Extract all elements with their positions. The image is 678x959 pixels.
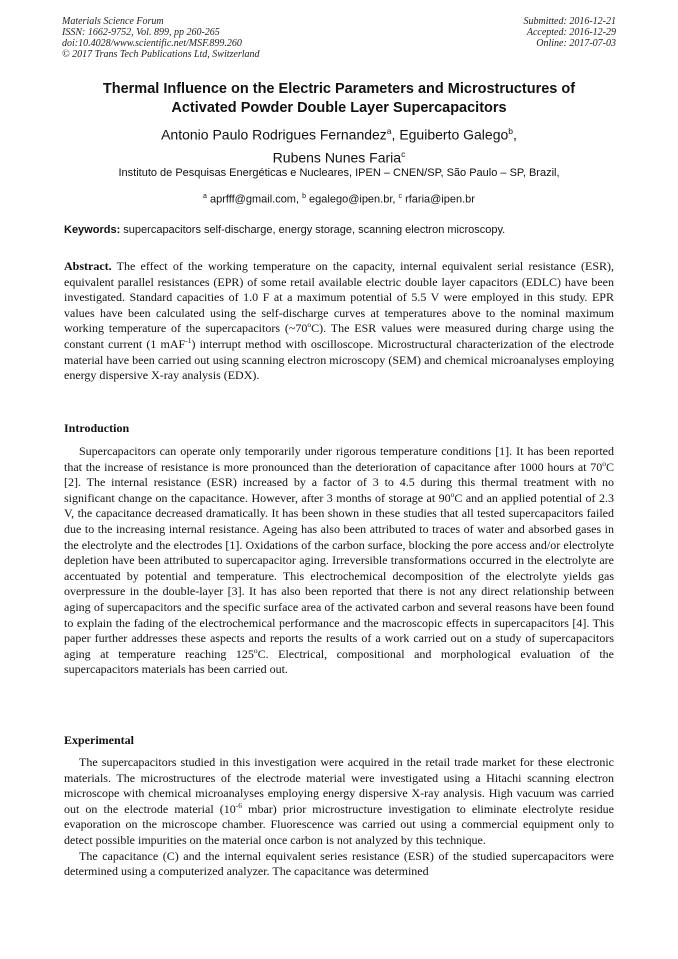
submitted-date: Submitted: 2016-12-21 bbox=[523, 16, 616, 27]
accepted-date: Accepted: 2016-12-29 bbox=[526, 27, 616, 38]
degree-marker: o bbox=[602, 458, 606, 468]
abstract-text: The effect of the working temperature on the capacity, internal equivalent serial resistance (ESR), equivalent parallel resistances (EPR) of some retail available electric double layer capacitors (EDLC) have been investigated. Standard capacities of 1.0 F at a maximum potential of 5.5 V were employed in this study. EPR values have been calculated using the self-discharge curves at temperatures above to the nominal maximum working temperature of the supercapacitors (~70 bbox=[64, 259, 614, 336]
abstract bbox=[64, 259, 614, 384]
pressure-exponent: -6 bbox=[235, 800, 243, 810]
email-marker: b bbox=[302, 193, 306, 200]
author-name: Rubens Nunes Faria bbox=[272, 149, 402, 166]
online-date: Online: 2017-07-03 bbox=[536, 38, 616, 49]
section-heading-introduction: Introduction bbox=[64, 421, 130, 435]
affiliation: Instituto de Pesquisas Energéticas e Nucleares, IPEN – CNEN/SP, São Paulo – SP, Brazil, bbox=[118, 167, 560, 179]
keywords-text: supercapacitors self-discharge, energy storage, scanning electron microscopy. bbox=[120, 224, 506, 236]
author-separator: , bbox=[513, 126, 517, 143]
publication-dates bbox=[524, 16, 617, 49]
author-marker: b bbox=[508, 126, 514, 136]
intro-text: C [2]. The internal resistance (ESR) increased by a factor of 3 to 4.5 during this thermal treatment with no significant change on the capacitance. However, after 3 months of storage at 90 bbox=[64, 459, 614, 505]
section-heading-experimental: Experimental bbox=[64, 733, 134, 747]
abstract-text: C). The ESR values were measured during charge using the constant current (1 mAF bbox=[64, 321, 614, 351]
email-link[interactable]: rfaria@ipen.br bbox=[402, 193, 475, 206]
author-name: Antonio Paulo Rodrigues Fernandez bbox=[161, 126, 387, 143]
degree-marker: o bbox=[450, 489, 455, 499]
author-emails bbox=[40, 190, 638, 207]
abstract-text: ) interrupt method with oscilloscope. Microstructural characterization of the electrode material have been carried out using scanning electron microscopy (SEM) and chemical microanalyses employing energy dispersive X-ray analysis (EDX). bbox=[64, 336, 615, 383]
author-name: Eguiberto Galego bbox=[399, 126, 509, 143]
journal-name: Materials Science Forum bbox=[62, 16, 164, 27]
intro-text: C and an applied potential of 2.3 V, the capacitance decreased dramatically. It has been shown in these studies that all tested supercapacitors failed due to the increasing internal resistance. Ageing has also been attributed to traces of water and absorbed gases in the electrolyte and the electrodes [1]. Oxidations of the carbon surface, blocking the pore access and/or electrolyte depletion have been attributed to supercapacitor aging. Irreversible transformations occurred in the electrolyte are accentuated by potential and temperature. This electrochemical decomposition of the electrolyte yields gas overpressure in the double-layer [3]. It has also been reported that there is not any direct relationship between aging of supercapacitors and the specific surface area of the activated carbon and several reasons have been found to explain the fading of the electrochemical performance and the macroscopic effects in supercapacitors [4]. This paper further addresses these aspects and reports the results of a work carried out on a study of supercapacitors aging at temperature reaching 125 bbox=[64, 490, 614, 661]
introduction-section bbox=[64, 444, 614, 678]
abstract-label: Abstract. bbox=[64, 259, 112, 273]
journal-info bbox=[62, 16, 260, 60]
author-marker: a bbox=[386, 126, 392, 136]
experimental-text: mbar) prior microstructure investigation to eliminate electrolyte residue evaporation on the microscope chamber. Fluorescence was carried out using a commercial equipment only to detect possible impurities on the material once carbon is not analyzed by this technique. bbox=[64, 801, 614, 847]
author-marker: c bbox=[401, 148, 406, 159]
intro-text: Supercapacitors can operate only temporarily under rigorous temperature conditions [1]. It has been reported that the increase of resistance is more pronounced than the deterioration of capacitance after 1000 hours at 70 bbox=[64, 444, 614, 474]
experimental-text: The supercapacitors studied in this investigation were acquired in the retail trade market for these electronic materials. The microstructures of the electrode material were investigated using a Hitachi scanning electron microscope with chemical microanalyses employing energy dispersive X-ray analysis. High vacuum was carried out on the electrode material (10 bbox=[64, 755, 614, 816]
issn-line: ISSN: 1662-9752, Vol. 899, pp 260-265 bbox=[62, 27, 220, 38]
doi-link[interactable]: doi:10.4028/www.scientific.net/MSF.899.260 bbox=[62, 38, 242, 49]
title-line-2: Activated Powder Double Layer Supercapacitors bbox=[171, 100, 507, 116]
title-line-1: Thermal Influence on the Electric Parameters and Microstructures of bbox=[102, 81, 576, 97]
unit-exponent: -1 bbox=[185, 335, 192, 345]
email-link[interactable]: egalego@ipen.br, bbox=[306, 193, 399, 206]
experimental-paragraph-2: The capacitance (C) and the internal equivalent series resistance (ESR) of the studied supercapacitors were determined using a computerized analyzer. The capacitance was determined bbox=[64, 848, 614, 879]
intro-text: C. Electrical, compositional and morphological evaluation of the supercapacitors materials has been carried out. bbox=[64, 646, 614, 677]
author-list bbox=[40, 122, 638, 167]
email-marker: a bbox=[203, 193, 207, 200]
paper-title bbox=[40, 80, 638, 118]
copyright-line: © 2017 Trans Tech Publications Ltd, Switzerland bbox=[62, 49, 260, 60]
author-separator: , bbox=[391, 126, 400, 143]
keywords-label: Keywords: bbox=[64, 224, 121, 236]
degree-marker: o bbox=[307, 320, 312, 330]
email-marker: c bbox=[398, 193, 403, 200]
experimental-section bbox=[64, 755, 614, 880]
email-link[interactable]: aprfff@gmail.com, bbox=[206, 193, 303, 206]
keywords bbox=[64, 224, 614, 237]
degree-marker: o bbox=[253, 645, 258, 655]
